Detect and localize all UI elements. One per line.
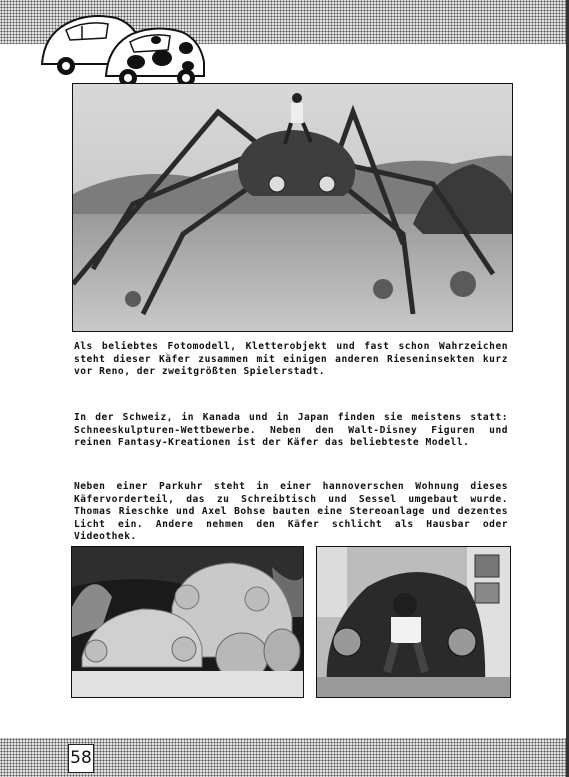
caption-paragraph-1: Als beliebtes Fotomodell, Kletterobjekt und fast schon Wahrzeichen steht dieser Käfer zusammen mit einigen anderen Rieseninsekten kurz vor Reno, der zweitgrößten Spielerstadt. bbox=[74, 341, 508, 378]
caption-paragraph-3: Neben einer Parkuhr steht in einer hannoverschen Wohnung dieses Käfervorderteil, das zu Schreibtisch und Sessel umgebaut wurde. Thomas Rieschke und Axel Bohse bauten eine Stereoanlage und dezentes Licht ein. Andere nehmen den Käfer schlicht als Hausbar oder Videothek. bbox=[74, 481, 508, 543]
beetle-desk-photo bbox=[316, 546, 511, 698]
caption-paragraph-2: In der Schweiz, in Kanada und in Japan finden sie meistens statt: Schneeskulpturen-Wettbewerbe. Neben den Walt-Disney Figuren und reinen Fantasy-Kreationen ist der Käfer das beliebteste Modell. bbox=[74, 412, 508, 449]
snow-beetle-sculpture-photo bbox=[71, 546, 304, 698]
ladybug-beetle-car-icon bbox=[36, 6, 208, 88]
giant-beetle-spider-photo bbox=[72, 83, 513, 332]
page-number: 58 bbox=[68, 744, 94, 773]
